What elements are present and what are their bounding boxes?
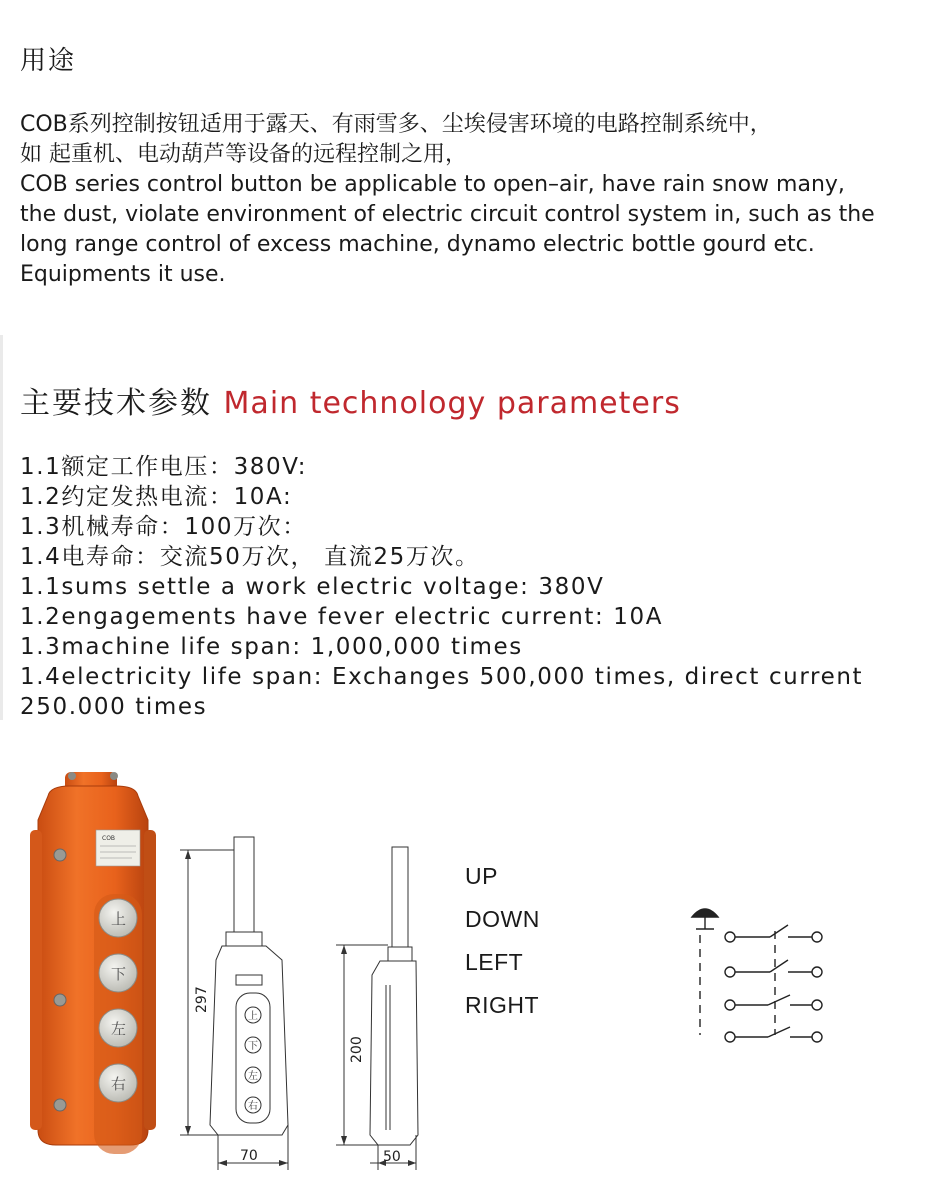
dimension-height-total: 297	[194, 986, 210, 1013]
parameter-item: 1.4电寿命：交流50万次， 直流25万次。	[20, 544, 480, 570]
terminal-icon	[812, 1000, 822, 1010]
parameter-item: 1.2约定发热电流：10A:	[20, 484, 293, 510]
usage-line: the dust, violate environment of electric circuit control system in, such as the	[20, 202, 875, 227]
drawing-button-label: 右	[248, 1101, 258, 1112]
cable	[234, 837, 254, 932]
usage-line: Equipments it use.	[20, 262, 226, 287]
svg-text:下: 下	[111, 965, 127, 983]
usage-line: COB系列控制按钮适用于露天、有雨雪多、尘埃侵害环境的电路控制系统中，	[20, 112, 772, 137]
nameplate-brand: COB	[102, 835, 116, 842]
terminal-icon	[725, 967, 735, 977]
button-left	[99, 1009, 137, 1047]
cable	[392, 847, 408, 947]
usage-heading: 用途	[20, 46, 77, 76]
svg-text:上: 上	[111, 910, 127, 928]
housing-rib	[144, 830, 156, 1130]
gland	[226, 932, 262, 946]
product-photo	[10, 760, 170, 1160]
svg-text:左: 左	[111, 1020, 127, 1038]
actuator-icon	[692, 909, 718, 917]
button-up	[99, 899, 137, 937]
parameter-item: 1.2engagements have fever electric current: 10A	[20, 604, 664, 630]
parameter-item: 1.1sums settle a work electric voltage: 380V	[20, 574, 605, 600]
label-outline	[236, 975, 262, 985]
terminal-icon	[725, 1032, 735, 1042]
usage-line: long range control of excess machine, dynamo electric bottle gourd etc.	[20, 232, 815, 257]
screw-icon	[54, 849, 66, 861]
usage-line: COB series control button be applicable to open–air, have rain snow many,	[20, 172, 845, 197]
button-right	[99, 1064, 137, 1102]
function-labels	[465, 855, 540, 1027]
terminal-icon	[812, 967, 822, 977]
parameter-item: 1.1额定工作电压：380V:	[20, 454, 308, 480]
terminal-icon	[725, 1000, 735, 1010]
parameter-item: 1.4electricity life span: Exchanges 500,000 times, direct current	[20, 664, 864, 690]
parameters-heading-en: Main technology parameters	[223, 386, 681, 421]
dimension-width-front: 70	[240, 1148, 258, 1164]
screw-icon	[54, 1099, 66, 1111]
front-view-drawing	[170, 835, 300, 1180]
drawing-button-label: 下	[248, 1041, 258, 1052]
drawing-button-label: 上	[248, 1011, 258, 1022]
section-divider	[0, 335, 3, 720]
svg-text:右: 右	[111, 1075, 127, 1093]
housing-rib	[30, 830, 42, 1130]
function-label-left: LEFT	[465, 949, 524, 975]
terminal-icon	[812, 932, 822, 942]
usage-description	[20, 110, 920, 290]
usage-line: 如 起重机、电动葫芦等设备的远程控制之用，	[20, 142, 467, 167]
screw-icon	[110, 772, 118, 780]
parameter-item: 1.3机械寿命：100万次：	[20, 514, 307, 540]
gland	[388, 947, 412, 961]
terminal-icon	[812, 1032, 822, 1042]
button-down	[99, 954, 137, 992]
wiring-schematic	[680, 895, 840, 1055]
parameter-item: 1.3machine life span: 1,000,000 times	[20, 634, 523, 660]
function-label-right: RIGHT	[465, 992, 540, 1018]
parameters-heading	[20, 378, 681, 422]
function-label-down: DOWN	[465, 906, 540, 932]
dimension-width-side: 50	[383, 1149, 401, 1165]
parameters-list	[20, 452, 920, 722]
screw-icon	[54, 994, 66, 1006]
screw-icon	[68, 772, 76, 780]
dimension-height-body: 200	[349, 1036, 365, 1063]
terminal-icon	[725, 932, 735, 942]
parameter-item: 250.000 times	[20, 694, 208, 720]
function-label-up: UP	[465, 863, 498, 889]
body-outline	[370, 961, 418, 1145]
parameters-heading-cn: 主要技术参数	[20, 386, 212, 421]
side-view-drawing	[330, 845, 430, 1180]
drawing-button-label: 左	[248, 1071, 258, 1082]
